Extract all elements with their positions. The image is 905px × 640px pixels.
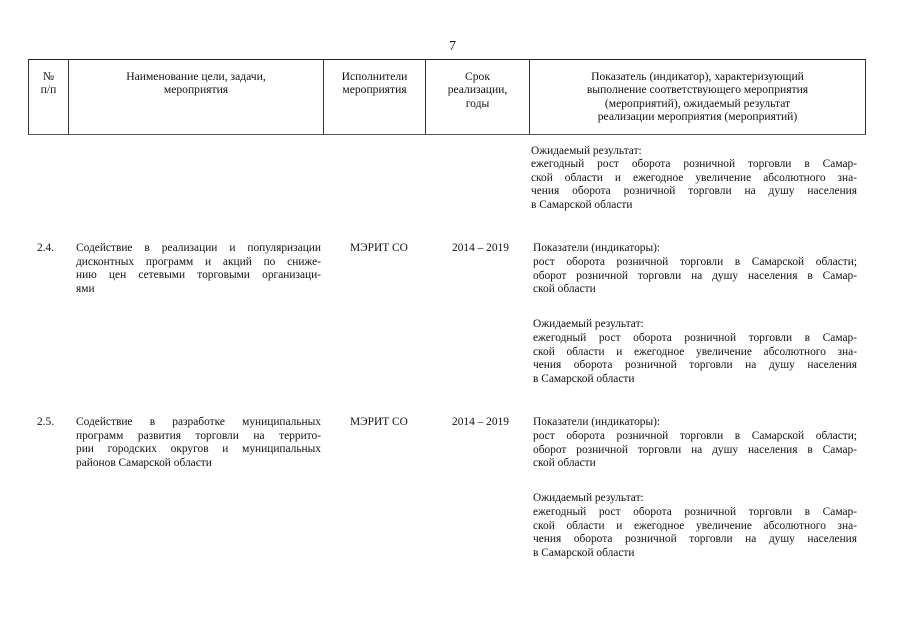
row-number: 2.4. [37,242,55,254]
text-line: оборот розничной торговли на душу населения в Самар- [533,443,857,456]
text-line: Содействие в разработке муниципальных [76,416,321,428]
row-term: 2014 – 2019 [452,242,509,254]
row-expected-text [533,332,857,386]
text-line: районов Самарской области [76,456,212,469]
text-line: программ развития торговли на террито- [76,429,321,442]
text-line: ской области и ежегодное увеличение абсолютного зна- [531,171,857,184]
header-indicator-line: реализации мероприятия (мероприятий) [597,110,798,124]
row-indicators-label: Показатели (индикаторы): [533,242,661,254]
text-line: рост оборота розничной торговли в Самарской области; [533,256,857,268]
row-executor: МЭРИТ СО [350,416,408,428]
text-line: ежегодный рост оборота розничной торговли в Самар- [531,158,857,170]
header-num-line: п/п [40,83,57,97]
continuation-expected-text [531,158,857,212]
row-indicators-text [533,430,857,471]
row-executor: МЭРИТ СО [350,242,408,254]
text-line: чения оборота розничной торговли на душу населения [533,533,857,546]
row-expected-label: Ожидаемый результат: [533,318,644,330]
header-term-line: годы [465,96,490,110]
text-line: рии городских округов и муниципальных [76,443,321,456]
text-line: ежегодный рост оборота розничной торговли в Самар- [533,332,857,344]
text-line: чения оборота розничной торговли на душу населения [531,185,857,198]
continuation-expected-label: Ожидаемый результат: [531,145,642,157]
text-line: Содействие в реализации и популяризации [76,242,321,254]
header-num [29,60,68,134]
row-name [76,416,321,470]
text-line: ской области и ежегодное увеличение абсолютного зна- [533,345,857,358]
header-term-line: Срок [465,70,490,83]
text-line: в Самарской области [533,546,635,559]
text-line: в Самарской области [531,198,633,211]
text-line: в Самарской области [533,372,635,385]
header-indicator-line: (мероприятий), ожидаемый результат [604,96,791,110]
text-line: ской области [533,283,596,296]
text-line: чения оборота розничной торговли на душу населения [533,359,857,372]
header-executors [323,60,425,134]
text-line: ской области и ежегодное увеличение абсолютного зна- [533,519,857,532]
row-indicators-text [533,256,857,297]
row-term: 2014 – 2019 [452,416,509,428]
header-executors-line: Исполнители [341,70,408,83]
header-executors-line: мероприятия [342,83,407,97]
row-indicators-label: Показатели (индикаторы): [533,416,661,428]
header-term-line: реализации, [447,83,508,97]
row-expected-label: Ожидаемый результат: [533,492,644,504]
header-indicator-line: выполнение соответствующего мероприятия [586,83,809,97]
text-line: рост оборота розничной торговли в Самарской области; [533,430,857,442]
header-name-line: Наименование цели, задачи, [126,70,266,83]
table-header [28,59,866,135]
header-num-line: № [42,70,55,83]
text-line: дисконтных программ и акций по сниже- [76,255,321,268]
header-indicator [529,60,865,134]
header-indicator-line: Показатель (индикатор), характеризующий [591,70,804,83]
row-name [76,242,321,296]
page-number: 7 [449,39,456,54]
header-name-line: мероприятия [163,83,229,97]
text-line: оборот розничной торговли на душу населения в Самар- [533,269,857,282]
row-expected-text [533,506,857,560]
header-name [68,60,323,134]
text-line: ежегодный рост оборота розничной торговли в Самар- [533,506,857,518]
text-line: ями [76,282,95,295]
header-term [425,60,529,134]
text-line: нию цен сетевыми торговыми организаци- [76,269,321,282]
row-number: 2.5. [37,416,55,428]
text-line: ской области [533,457,596,470]
